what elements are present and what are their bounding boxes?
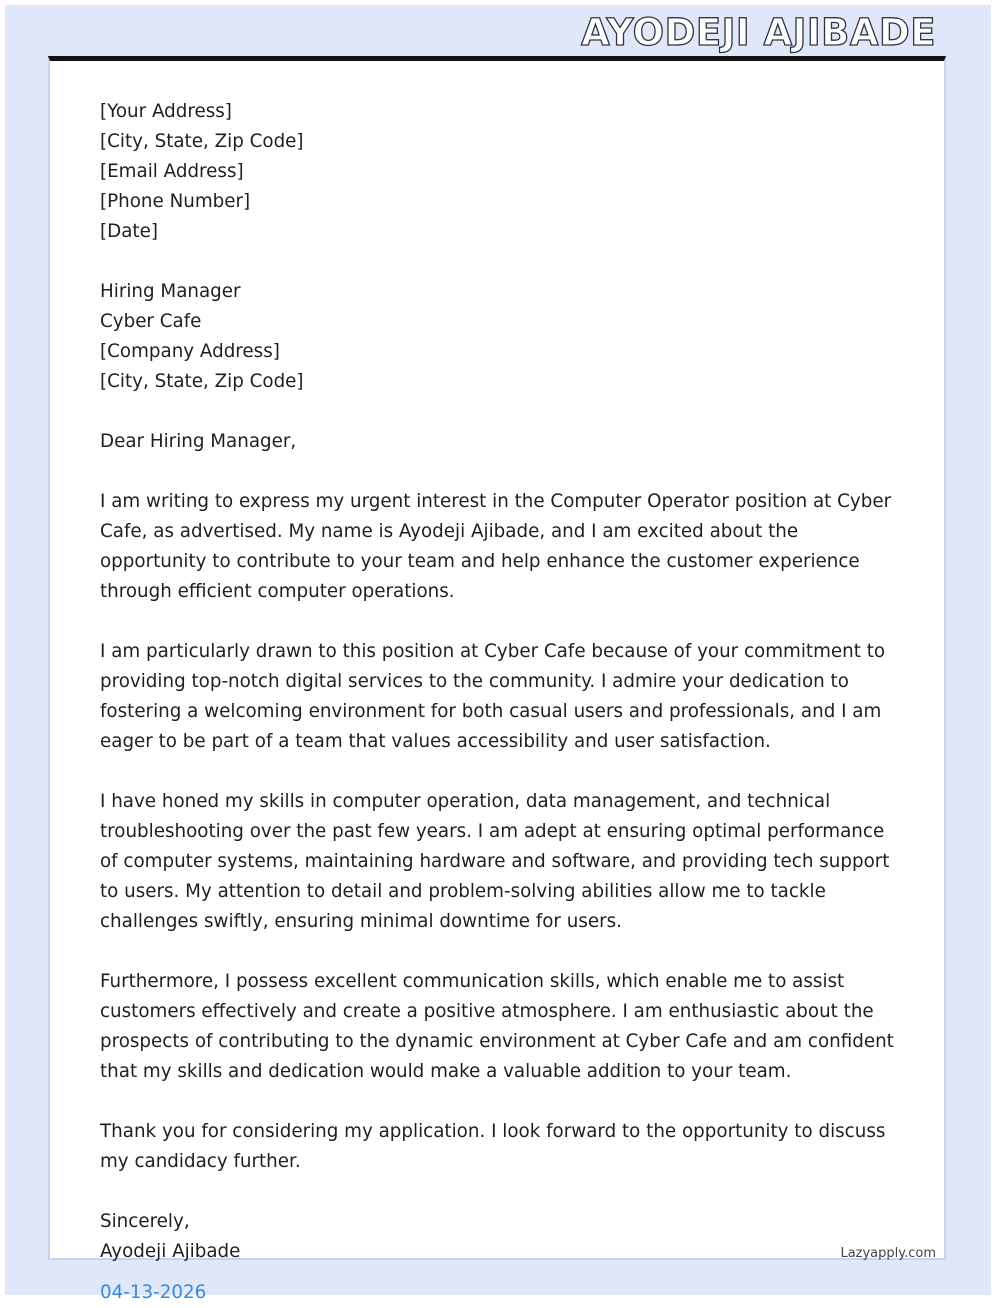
paragraph-skills: I have honed my skills in computer operation, data management, and technical troubleshooting over the past few years. I am adept at ensuring optimal performance of computer systems, maintaining hardware and software, and providing tech support to users. My attention to detail and problem-solving abilities allow me to tackle challenges swiftly, ensuring minimal downtime for users. [100,791,890,932]
recipient-title: Hiring Manager [100,281,241,302]
sender-phone: [Phone Number] [100,191,251,212]
signature: Ayodeji Ajibade [100,1241,241,1262]
sender-address: [Your Address] [100,101,232,122]
sender-date: [Date] [100,221,158,242]
paragraph-communication: Furthermore, I possess excellent communication skills, which enable me to assist customers effectively and create a positive atmosphere. I am enthusiastic about the prospects of contributing to the dynamic environment at Cyber Cafe and am confident that my skills and dedication would make a valuable addition to your team. [100,971,894,1082]
sender-email: [Email Address] [100,161,244,182]
paragraph-intro: I am writing to express my urgent interest in the Computer Operator position at Cyber Cafe, as advertised. My name is Ayodeji Ajibade, and I am excited about the opportunity to contribute to your team and help enhance the customer experience through efficient computer operations. [100,491,892,602]
recipient-company: Cyber Cafe [100,311,202,332]
paragraph-thanks: Thank you for considering my application. I look forward to the opportunity to discuss my candidacy further. [100,1121,886,1172]
closing: Sincerely, [100,1211,190,1232]
cover-letter-body [100,97,895,1267]
salutation: Dear Hiring Manager, [100,431,297,452]
sender-city: [City, State, Zip Code] [100,131,304,152]
watermark-text: Lazyapply.com [840,1246,936,1261]
recipient-address: [Company Address] [100,341,280,362]
paragraph-motivation: I am particularly drawn to this position at Cyber Cafe because of your commitment to providing top-notch digital services to the community. I admire your dedication to fostering a welcoming environment for both casual users and professionals, and I am eager to be part of a team that values accessibility and user satisfaction. [100,641,886,752]
recipient-block [100,277,895,397]
recipient-city: [City, State, Zip Code] [100,371,304,392]
date-stamp: 04-13-2026 [100,1282,207,1303]
applicant-name-header: AYODEJI AJIBADE [581,11,936,54]
sender-block [100,97,895,247]
